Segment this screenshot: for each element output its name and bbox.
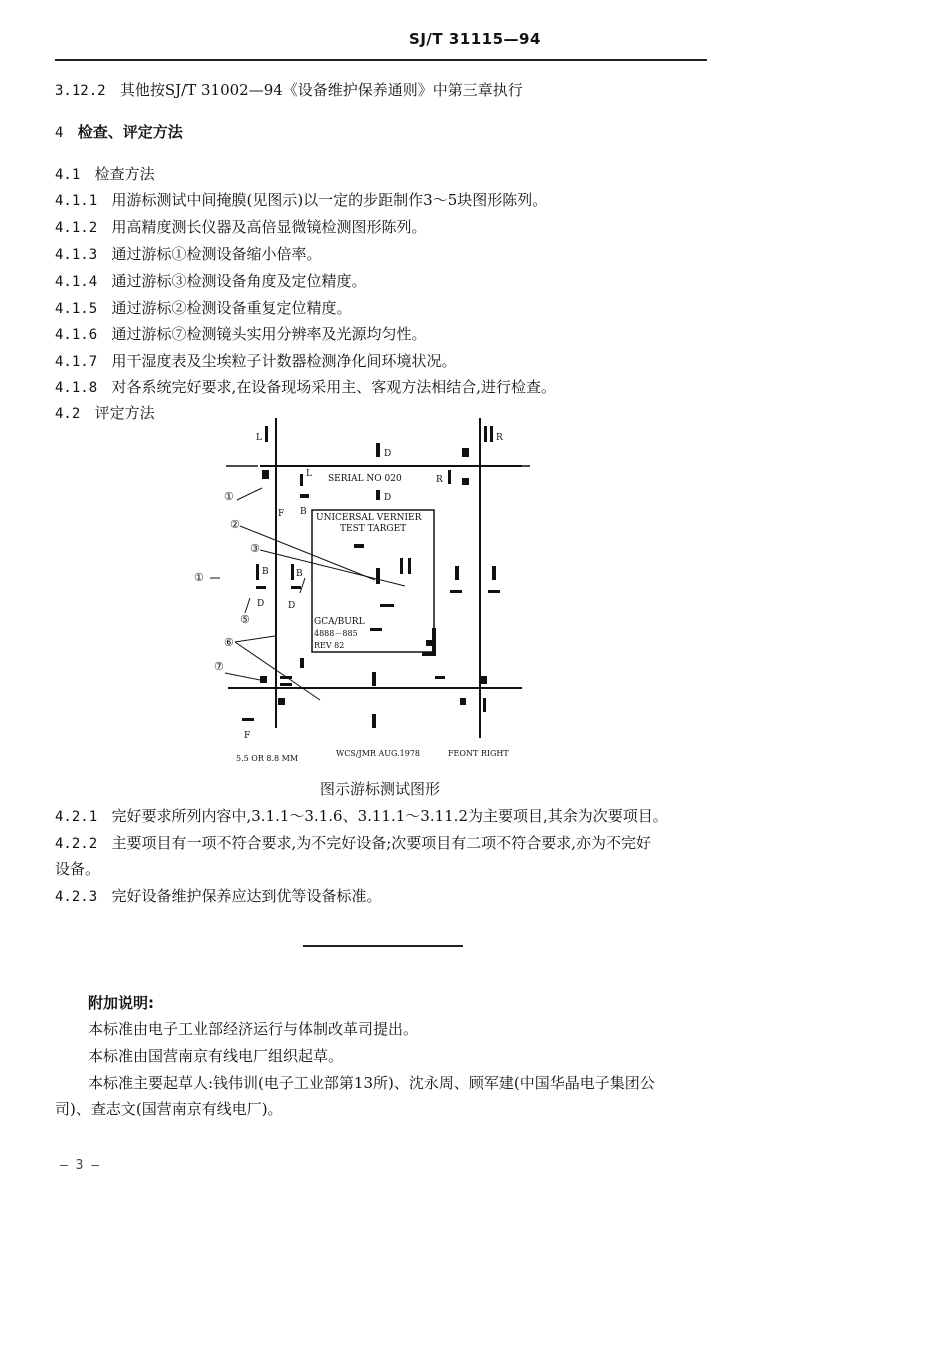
item-number: 4.1.4: [55, 274, 98, 290]
part-number: 4888－885: [314, 629, 358, 638]
item-text: 用游标测试中间掩膜(见图示)以一定的步距制作3～5块图形陈列。: [111, 191, 548, 209]
label-b-inner: B: [300, 507, 307, 517]
item-number: 4.1.1: [55, 193, 98, 209]
list-item: [55, 351, 456, 372]
item-number: 4.1.5: [55, 301, 98, 317]
gca-label: GCA/BURL: [314, 617, 365, 627]
list-item: [55, 833, 651, 854]
section-number: 4: [55, 125, 64, 141]
footer-mid: WCS/JMR AUG.1978: [336, 749, 421, 758]
serial-number: SERIAL NO 020: [328, 474, 402, 484]
section-number: 4.1: [55, 167, 81, 183]
header-rule: [55, 59, 707, 61]
item-text: 主要项目有一项不符合要求,为不完好设备;次要项目有二项不符合要求,亦为不完好: [111, 834, 652, 852]
label-d-left: D: [257, 599, 265, 609]
label-d-top: D: [384, 449, 392, 459]
section-4-heading: [55, 122, 183, 143]
list-item: [55, 886, 381, 907]
label-d-mid: D: [288, 601, 296, 611]
list-item: [55, 244, 321, 265]
item-text: 完好设备维护保养应达到优等设备标准。: [111, 887, 382, 905]
item-number: 4.2.1: [55, 809, 98, 825]
item-number: 4.2.2: [55, 836, 98, 852]
label-f-inner: F: [278, 509, 285, 519]
list-item: [55, 298, 351, 319]
item-number: 4.2.3: [55, 889, 98, 905]
item-text: 用高精度测长仪器及高倍显微镜检测图形陈列。: [111, 218, 427, 236]
notes-line: 司)、查志文(国营南京有线电厂)。: [55, 1100, 283, 1118]
notes-title: 附加说明:: [88, 994, 154, 1012]
list-item: [55, 190, 547, 211]
item-number: 4.1.6: [55, 327, 98, 343]
section-title: 检查、评定方法: [77, 123, 183, 141]
section-title: 检查方法: [94, 165, 155, 183]
section-title: 评定方法: [94, 404, 155, 422]
list-item: [55, 271, 366, 292]
label-d-inner: D: [384, 493, 392, 503]
page-number: — 3 —: [60, 1158, 100, 1173]
item-number: 4.1.2: [55, 220, 98, 236]
label-f-bottom: F: [244, 731, 251, 741]
item-continuation: 设备。: [55, 860, 101, 878]
notes-line: 本标准主要起草人:钱伟训(电子工业部第13所)、沈永周、顾军建(中国华晶电子集团公: [88, 1074, 655, 1092]
rev-label: REV 82: [314, 641, 345, 650]
item-number: 4.1.8: [55, 380, 98, 396]
label-b-left: B: [262, 567, 269, 577]
clause-text: 其他按SJ/T 31002—94《设备维护保养通则》中第三章执行: [119, 81, 523, 99]
list-item: [55, 806, 668, 827]
callout-1-left: ①: [194, 571, 204, 584]
label-l-inner: L: [306, 469, 312, 479]
label-l-top: L: [256, 433, 262, 443]
notes-line: 本标准由电子工业部经济运行与体制改革司提出。: [88, 1020, 419, 1038]
item-text: 用干湿度表及尘埃粒子计数器检测净化间环境状况。: [111, 352, 457, 370]
item-text: 完好要求所列内容中,3.1.1～3.1.6、3.11.1～3.11.2为主要项目,其余为次要项目。: [111, 807, 668, 825]
list-item: [55, 217, 426, 238]
item-text: 通过游标①检测设备缩小倍率。: [111, 245, 322, 263]
item-number: 4.1.3: [55, 247, 98, 263]
section-number: 4.2: [55, 406, 81, 422]
list-item: [55, 377, 556, 398]
item-text: 通过游标⑦检测镜头实用分辨率及光源均匀性。: [111, 325, 427, 343]
target-title-2: TEST TARGET: [340, 524, 407, 534]
callout-6: ⑥: [224, 636, 234, 649]
callout-2: ②: [230, 518, 240, 531]
figure-caption: 图示游标测试图形: [319, 780, 440, 798]
item-text: 对各系统完好要求,在设备现场采用主、客观方法相结合,进行检查。: [111, 378, 557, 396]
header-code: SJ/T 31115—94: [409, 30, 541, 48]
callout-1: ①: [224, 490, 234, 503]
label-r-inner: R: [436, 475, 443, 485]
section-4-2-heading: [55, 403, 155, 424]
item-number: 4.1.7: [55, 354, 98, 370]
clause-number: 3.12.2: [55, 83, 106, 99]
end-rule: [303, 945, 463, 947]
label-r-top: R: [496, 433, 503, 443]
callout-5: ⑤: [240, 613, 250, 626]
callout-7: ⑦: [214, 660, 224, 673]
footer-left: 5.5 OR 8.8 MM: [236, 754, 299, 763]
item-text: 通过游标②检测设备重复定位精度。: [111, 299, 352, 317]
list-item: [55, 324, 426, 345]
footer-right: FEONT RIGHT: [448, 749, 509, 758]
section-4-1-heading: [55, 164, 155, 185]
target-title-1: UNICERSAL VERNIER: [316, 513, 422, 523]
callout-3: ③: [250, 542, 260, 555]
label-b-mid: B: [296, 569, 303, 579]
item-text: 通过游标③检测设备角度及定位精度。: [111, 272, 367, 290]
notes-line: 本标准由国营南京有线电厂组织起草。: [88, 1047, 344, 1065]
vernier-test-figure: [180, 418, 540, 768]
clause-3-12-2: [55, 80, 523, 101]
